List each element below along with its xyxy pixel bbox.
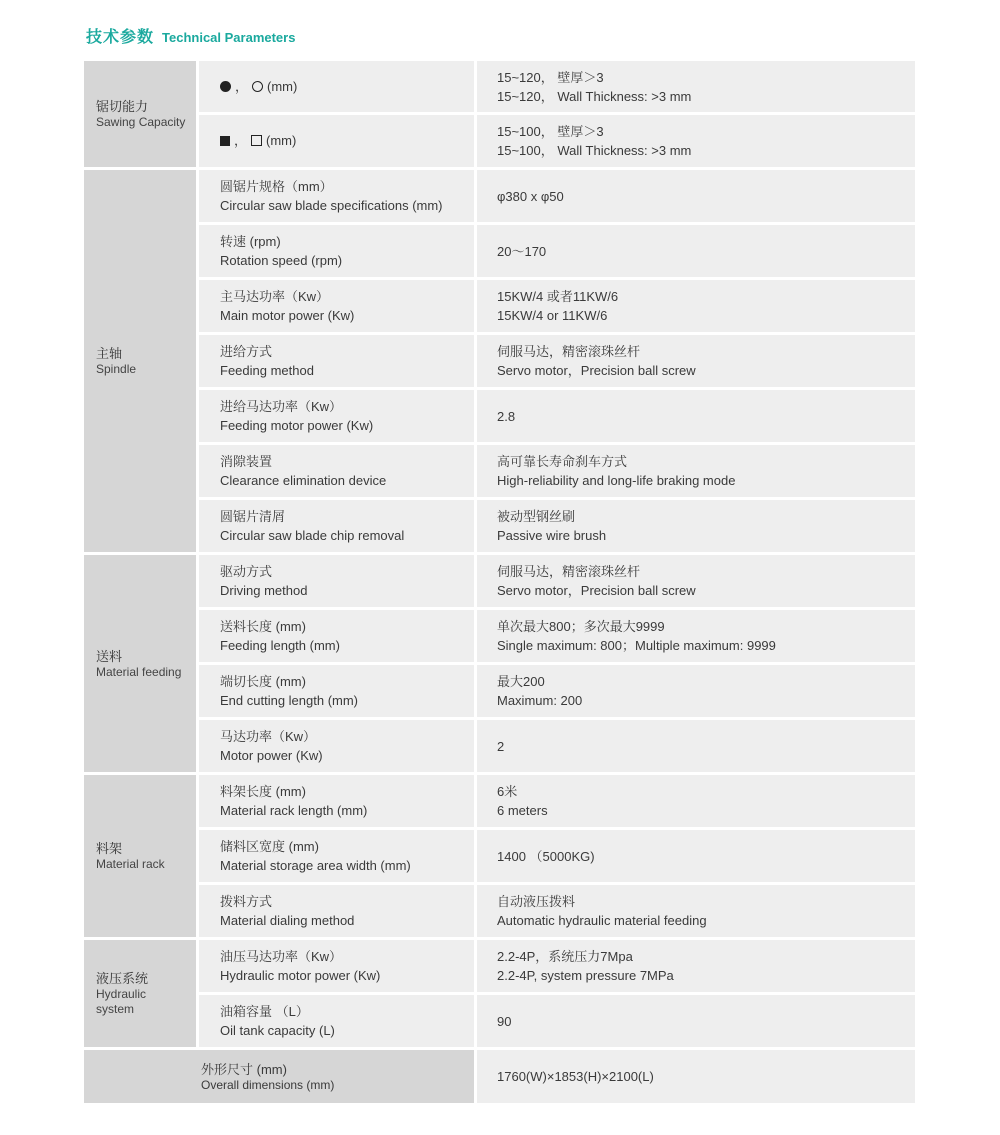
table-row xyxy=(84,280,915,335)
separator: ， xyxy=(235,78,249,94)
value-cn: 自动液压拨料 xyxy=(497,894,576,909)
solid-square-icon xyxy=(220,136,230,146)
param-en: Driving method xyxy=(220,583,308,598)
category-en: Spindle xyxy=(96,362,137,376)
param-en: Rotation speed (rpm) xyxy=(220,253,343,268)
unit-label: (mm) xyxy=(266,133,297,149)
value-cell xyxy=(477,1050,915,1103)
param-cell xyxy=(199,830,477,885)
param-en: Hydraulic motor power (Kw) xyxy=(220,968,381,983)
param-cn: 进给方式 xyxy=(220,344,273,359)
param-cn: 拨料方式 xyxy=(220,894,273,909)
value-en: Automatic hydraulic material feeding xyxy=(497,913,707,928)
table-row xyxy=(84,335,915,390)
category-rack xyxy=(84,775,199,940)
category-en: system xyxy=(96,1002,135,1016)
param-cell xyxy=(199,390,477,445)
spec-table xyxy=(84,61,915,1103)
table-row xyxy=(84,445,915,500)
value-cn: 2.2-4P，系统压力7Mpa xyxy=(497,949,633,964)
param-en: Material dialing method xyxy=(220,913,355,928)
table-row xyxy=(84,500,915,555)
category-en: Hydraulic xyxy=(96,987,147,1001)
value-cn: 最大200 xyxy=(497,674,545,689)
param-cell xyxy=(199,115,477,170)
param-cn: 料架长度 (mm) xyxy=(220,784,306,799)
value-cell xyxy=(477,170,915,225)
param-en: Clearance elimination device xyxy=(220,473,387,488)
overall-cn: 外形尺寸 (mm) xyxy=(201,1061,287,1077)
value-en: 6 meters xyxy=(497,803,548,818)
table-row xyxy=(84,995,915,1050)
param-cn: 驱动方式 xyxy=(220,564,273,579)
table-row xyxy=(84,720,915,775)
param-cn: 储料区宽度 (mm) xyxy=(220,839,319,854)
category-cn: 料架 xyxy=(96,841,123,856)
category-cn: 主轴 xyxy=(96,346,123,361)
param-cell xyxy=(199,61,477,115)
value-en: High-reliability and long-life braking mode xyxy=(497,473,736,488)
value-cell xyxy=(477,225,915,280)
param-cell xyxy=(199,170,477,225)
value-cn: 15~100， 壁厚＞3 xyxy=(497,124,604,139)
value-en: Passive wire brush xyxy=(497,528,607,543)
value-cn: 1400 （5000KG) xyxy=(497,848,595,864)
param-en: End cutting length (mm) xyxy=(220,693,359,708)
value-cn: φ380 x φ50 xyxy=(497,188,564,204)
overall-value: 1760(W)×1853(H)×2100(L) xyxy=(497,1069,654,1084)
value-cell xyxy=(477,555,915,610)
param-cell xyxy=(199,610,477,665)
param-cell xyxy=(199,940,477,995)
value-en: 15~120， Wall Thickness: >3 mm xyxy=(497,88,692,104)
param-en: Material rack length (mm) xyxy=(220,803,368,818)
value-cell xyxy=(477,665,915,720)
param-cn: 马达功率（Kw） xyxy=(220,729,317,744)
value-cell xyxy=(477,940,915,995)
category-hydraulic xyxy=(84,940,199,1050)
table-row xyxy=(84,225,915,280)
value-en: Servo motor，Precision ball screw xyxy=(497,583,696,598)
value-cn: 单次最大800；多次最大9999 xyxy=(497,619,665,634)
param-cell xyxy=(199,720,477,775)
param-cn: 进给马达功率（Kw） xyxy=(220,399,343,414)
table-row xyxy=(84,940,915,995)
value-cn: 2.8 xyxy=(497,408,516,424)
category-cn: 锯切能力 xyxy=(96,99,149,114)
param-en: Feeding method xyxy=(220,363,314,378)
value-cell xyxy=(477,995,915,1050)
value-en: 15KW/4 or 11KW/6 xyxy=(497,308,608,323)
param-en: Circular saw blade specifications (mm) xyxy=(220,198,443,213)
param-cn: 端切长度 (mm) xyxy=(220,674,306,689)
table-row xyxy=(84,665,915,720)
section-title xyxy=(86,24,295,48)
value-cell xyxy=(477,280,915,335)
param-en: Feeding length (mm) xyxy=(220,638,340,653)
param-en: Feeding motor power (Kw) xyxy=(220,418,374,433)
param-cn: 圆锯片规格（mm） xyxy=(220,179,333,194)
solid-circle-icon xyxy=(220,81,231,92)
param-en: Main motor power (Kw) xyxy=(220,308,355,323)
category-sawing xyxy=(84,61,199,170)
category-en: Material rack xyxy=(96,857,165,871)
param-cell xyxy=(199,445,477,500)
param-cell xyxy=(199,280,477,335)
param-en: Circular saw blade chip removal xyxy=(220,528,405,543)
table-row xyxy=(84,170,915,225)
param-cn: 油箱容量 （L） xyxy=(220,1004,309,1019)
title-en: Technical Parameters xyxy=(162,30,296,45)
category-en: Sawing Capacity xyxy=(96,115,186,129)
param-cell xyxy=(199,335,477,390)
param-cn: 送料长度 (mm) xyxy=(220,619,306,634)
hollow-square-icon xyxy=(251,135,262,146)
table-row xyxy=(84,61,915,115)
value-en: Maximum: 200 xyxy=(497,693,583,708)
table-row xyxy=(84,775,915,830)
unit-label: (mm) xyxy=(267,78,298,94)
value-cn: 20～170 xyxy=(497,243,547,259)
value-cell xyxy=(477,720,915,775)
param-cn: 油压马达功率（Kw） xyxy=(220,949,343,964)
param-en: Motor power (Kw) xyxy=(220,748,323,763)
value-en: Servo motor，Precision ball screw xyxy=(497,363,696,378)
overall-dimensions-label xyxy=(84,1050,477,1103)
param-cn: 消隙装置 xyxy=(220,454,273,469)
value-en: Single maximum: 800；Multiple maximum: 9999 xyxy=(497,638,776,653)
param-cn: 转速 (rpm) xyxy=(220,234,281,249)
param-cn: 主马达功率（Kw） xyxy=(220,289,330,304)
title-cn: 技术参数 xyxy=(86,29,155,46)
table-row xyxy=(84,390,915,445)
table-row xyxy=(84,115,915,170)
value-cn: 90 xyxy=(497,1013,512,1029)
param-en: Material storage area width (mm) xyxy=(220,858,411,873)
param-cell xyxy=(199,225,477,280)
value-cell xyxy=(477,885,915,940)
value-cell xyxy=(477,390,915,445)
table-row xyxy=(84,830,915,885)
table-row xyxy=(84,1050,915,1103)
value-cell xyxy=(477,500,915,555)
hollow-circle-icon xyxy=(252,81,263,92)
category-spindle xyxy=(84,170,199,555)
value-cn: 6米 xyxy=(497,784,518,799)
value-cell xyxy=(477,610,915,665)
param-cn: 圆锯片清屑 xyxy=(220,509,286,524)
value-cn: 伺服马达，精密滚珠丝杆 xyxy=(497,564,641,579)
value-cell xyxy=(477,115,915,170)
value-cn: 高可靠长寿命刹车方式 xyxy=(497,454,628,469)
category-cn: 送料 xyxy=(96,648,123,664)
value-en: 15~100， Wall Thickness: >3 mm xyxy=(497,143,692,158)
category-cn: 液压系统 xyxy=(96,971,149,986)
table-row xyxy=(84,610,915,665)
category-feeding xyxy=(84,555,199,775)
value-cell xyxy=(477,61,915,115)
param-en: Oil tank capacity (L) xyxy=(220,1023,335,1038)
separator: ， xyxy=(234,133,248,149)
value-cell xyxy=(477,775,915,830)
value-cn: 15KW/4 或者11KW/6 xyxy=(497,289,619,304)
value-cn: 2 xyxy=(497,738,505,754)
table-row xyxy=(84,885,915,940)
value-cell xyxy=(477,830,915,885)
param-cell xyxy=(199,775,477,830)
table-row xyxy=(84,555,915,610)
param-cell xyxy=(199,995,477,1050)
value-cell xyxy=(477,445,915,500)
value-cn: 伺服马达，精密滚珠丝杆 xyxy=(497,344,641,359)
value-cn: 被动型钢丝刷 xyxy=(497,509,576,524)
value-cell xyxy=(477,335,915,390)
param-cell xyxy=(199,500,477,555)
value-en: 2.2-4P, system pressure 7MPa xyxy=(497,968,674,983)
overall-en: Overall dimensions (mm) xyxy=(201,1077,335,1092)
param-cell xyxy=(199,665,477,720)
param-cell xyxy=(199,555,477,610)
category-en: Material feeding xyxy=(96,664,182,679)
value-cn: 15~120， 壁厚＞3 xyxy=(497,69,604,85)
param-cell xyxy=(199,885,477,940)
